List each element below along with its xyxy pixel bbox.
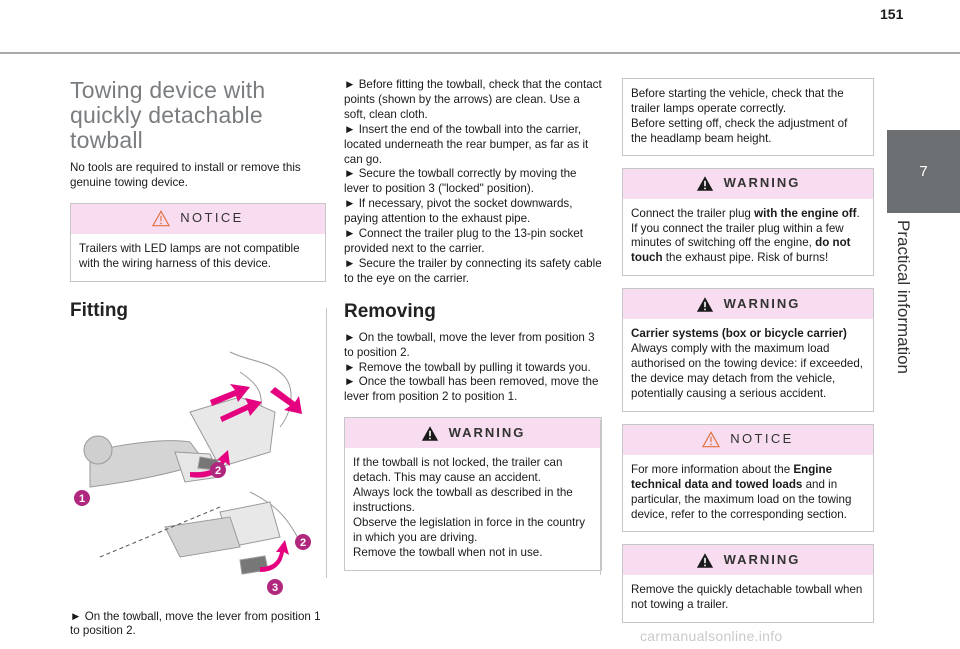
notice-body: Trailers with LED lamps are not compatible with the wiring harness of this device. xyxy=(79,241,300,270)
warning-box xyxy=(344,417,602,570)
check-lamps-box: Before starting the vehicle, check that the trailer lamps operate correctly. Before setting off, check the adjustment of the headlamp beam height. xyxy=(622,78,874,156)
chapter-title-text: Practical information xyxy=(894,220,913,375)
warning-label: WARNING xyxy=(723,551,801,567)
figure-label-2a: 2 xyxy=(215,464,222,477)
warning-label: WARNING xyxy=(723,295,801,311)
warning-body xyxy=(623,319,873,411)
figure-label-2b: 2 xyxy=(300,536,307,549)
caution-triangle-icon xyxy=(152,210,170,227)
chapter-title-vertical xyxy=(880,220,920,380)
warning-header xyxy=(623,289,873,319)
notice-text: For more information about the xyxy=(631,462,794,476)
notice-emphasis[interactable]: Engine technical data and towed loads xyxy=(631,462,833,491)
warning-subtitle: Carrier systems (box or bicycle carrier) xyxy=(631,327,847,341)
warning-body: If the towball is not locked, the trailer can detach. This may cause an accident. Always lock the towball as described in the instructions. Observe the legislation in force in the country in which you are driving. Remove the towball when not in use. xyxy=(353,456,585,559)
warning-header xyxy=(345,418,601,448)
warning-emphasis: with the engine off xyxy=(754,206,857,220)
watermark: carmanualsonline.info xyxy=(640,628,783,644)
fitting-steps: ► Before fitting the towball, check that the contact points (shown by the arrows) are clean. Use a soft, clean cloth. ► Insert the end of the towball into the carrier, located underneath the rear bumper, as far as it can go. ► Secure the towball correctly by moving the lever to position 3 ("locked" position). ► If necessary, pivot the socket downwards, paying attention to the exhaust pipe. ► Connect the trailer plug to the 13-pin socket provided next to the carrier. ► Secure the trailer by connecting its safety cable to the eye on the carrier. xyxy=(344,78,602,285)
caution-triangle-icon xyxy=(702,431,720,448)
warning-triangle-icon xyxy=(421,425,439,442)
warning-box-carrier xyxy=(622,288,874,412)
warning-header xyxy=(623,169,873,199)
column-3 xyxy=(622,78,874,623)
column-2 xyxy=(344,78,602,571)
header-divider xyxy=(0,52,960,54)
warning-triangle-icon xyxy=(696,552,714,569)
figure-label-1: 1 xyxy=(79,492,86,505)
warning-triangle-icon xyxy=(696,296,714,313)
removing-steps: ► On the towball, move the lever from position 3 to position 2. ► Remove the towball by pulling it towards you. ► Once the towball has been removed, move the lever from position 2 to position 1. xyxy=(344,330,599,404)
warning-box-remove-towball xyxy=(622,544,874,623)
figure-caption: ► On the towball, move the lever from position 1 to position 2. xyxy=(70,609,321,638)
warning-body xyxy=(623,199,873,276)
warning-text: Always comply with the maximum load authorised on the towing device: if exceeded, the device may detach from the vehicle, potentially causing a serious accident. xyxy=(631,342,864,400)
column-2-rule xyxy=(600,420,601,575)
notice-label: NOTICE xyxy=(730,431,794,447)
notice-text: and in particular, the maximum load on the towing device, refer to the corresponding section. xyxy=(631,477,852,521)
warning-text: Connect the trailer plug xyxy=(631,206,755,220)
warning-label: WARNING xyxy=(448,424,526,440)
page-number: 151 xyxy=(880,6,904,22)
warning-label: WARNING xyxy=(723,175,801,191)
towball-illustration xyxy=(70,342,326,597)
section-title: Towing device with quickly detachable towball xyxy=(70,77,266,153)
warning-emphasis: do not touch xyxy=(631,236,851,265)
removing-heading: Removing xyxy=(344,300,436,322)
intro-text: No tools are required to install or remove this genuine towing device. xyxy=(70,161,301,189)
notice-box-engine-data xyxy=(622,424,874,533)
notice-box xyxy=(70,203,326,282)
chapter-tab[interactable]: 7 xyxy=(887,130,960,213)
column-1 xyxy=(70,78,326,639)
notice-label: NOTICE xyxy=(180,210,244,226)
column-1-rule xyxy=(326,308,327,578)
warning-header xyxy=(623,545,873,575)
notice-body xyxy=(623,455,873,532)
notice-header xyxy=(623,425,873,455)
notice-header xyxy=(71,204,325,234)
figure-label-3: 3 xyxy=(272,581,279,594)
warning-body: Remove the quickly detachable towball when not towing a trailer. xyxy=(631,583,863,612)
warning-text: . If you connect the trailer plug within a few minutes of switching off the engine, xyxy=(631,206,860,250)
warning-triangle-icon xyxy=(696,175,714,192)
warning-box-engine-off xyxy=(622,168,874,277)
warning-text: the exhaust pipe. Risk of burns! xyxy=(662,251,829,265)
fitting-heading: Fitting xyxy=(70,299,129,321)
